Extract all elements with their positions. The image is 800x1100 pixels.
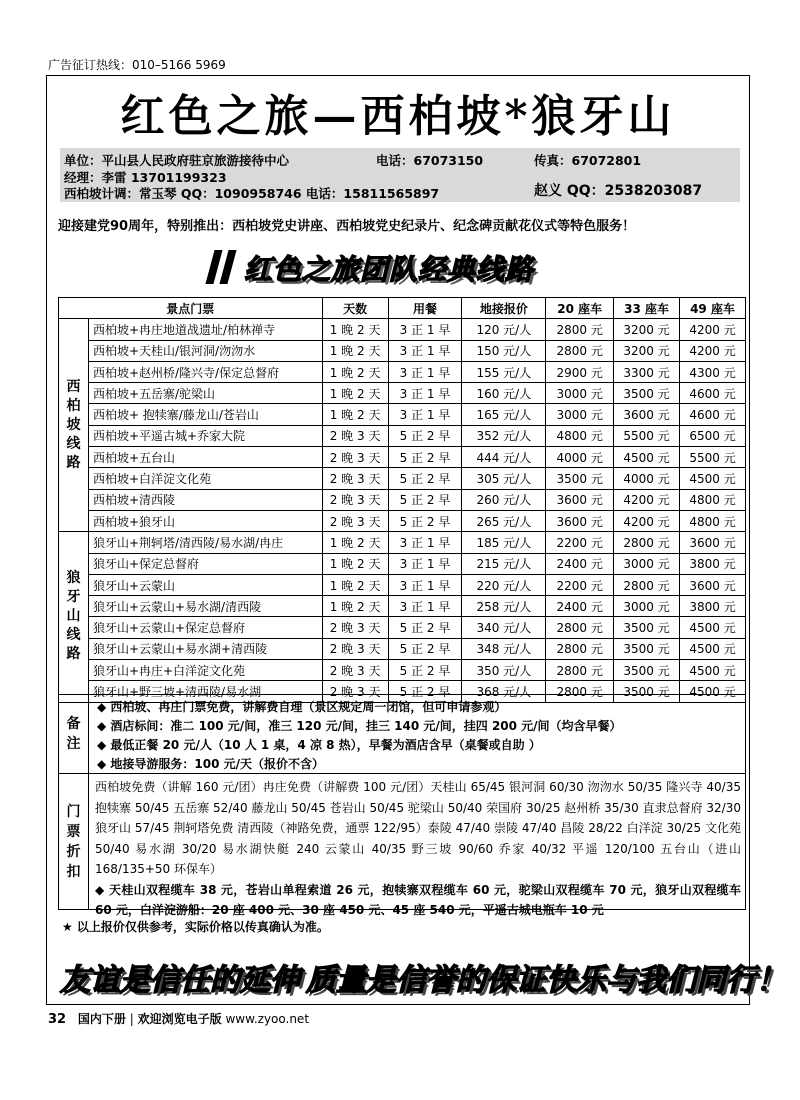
col-header: 地接报价 — [462, 298, 546, 319]
table-cell: 3600 元 — [680, 574, 746, 595]
table-cell: 2 晚 3 天 — [322, 425, 388, 446]
table-cell: 150 元/人 — [462, 340, 546, 361]
table-cell: 3000 元 — [546, 383, 614, 404]
table-cell: 348 元/人 — [462, 638, 546, 659]
table-cell: 5500 元 — [614, 425, 680, 446]
route-name-cell: 狼牙山+云蒙山+易水湖/清西陵 — [88, 596, 322, 617]
table-cell: 5 正 2 早 — [388, 660, 462, 681]
table-cell: 3200 元 — [614, 319, 680, 340]
contact-manager: 经理：李雷 13701199323 — [64, 170, 227, 185]
contact-phone: 电话：67073150 — [376, 153, 484, 168]
route-name-cell: 西柏坡+五台山 — [88, 447, 322, 468]
table-cell: 352 元/人 — [462, 425, 546, 446]
table-row — [59, 319, 746, 340]
note-item: ◆ 酒店标间：准二 100 元/间，准三 120 元/间，挂三 140 元/间，挂四 200 元/间（均含早餐） — [97, 719, 622, 733]
note-item: ◆ 西柏坡、冉庄门票免费，讲解费自理（景区规定周一闭馆，但可申请参观） — [97, 700, 507, 714]
table-cell: 3000 元 — [614, 596, 680, 617]
route-name-cell: 狼牙山+荆轲塔/清西陵/易水湖/冉庄 — [88, 532, 322, 553]
table-row — [59, 468, 746, 489]
table-cell: 2200 元 — [546, 574, 614, 595]
table-cell: 5 正 2 早 — [388, 617, 462, 638]
table-cell: 1 晚 2 天 — [322, 404, 388, 425]
table-cell: 2 晚 3 天 — [322, 468, 388, 489]
table-cell: 4800 元 — [680, 510, 746, 531]
route-name-cell: 西柏坡+赵州桥/隆兴寺/保定总督府 — [88, 361, 322, 382]
col-header: 天数 — [322, 298, 388, 319]
table-cell: 2800 元 — [546, 617, 614, 638]
contact-planner: 西柏坡计调：常玉琴 QQ：1090958746 电话：15811565897 — [64, 186, 440, 201]
table-cell: 2 晚 3 天 — [322, 638, 388, 659]
col-header: 景点门票 — [59, 298, 323, 319]
cable-prices: ◆ 天桂山双程缆车 38 元，苍岩山单程索道 26 元，抱犊寨双程缆车 60 元，驼梁山双程缆车 70 元，狼牙山双程缆车 60 元，白洋淀游船：20 座 400 元、30 座 450 元、45 座 540 元，平遥古城电瓶车 10 元 — [95, 882, 741, 917]
table-cell: 165 元/人 — [462, 404, 546, 425]
table-cell: 2400 元 — [546, 596, 614, 617]
footer-site-link[interactable]: www.zyoo.net — [225, 1012, 310, 1026]
route-name-cell: 狼牙山+云蒙山 — [88, 574, 322, 595]
table-cell: 1 晚 2 天 — [322, 574, 388, 595]
table-cell: 3 正 1 早 — [388, 361, 462, 382]
note-item: ◆ 最低正餐 20 元/人（10 人 1 桌，4 凉 8 热），早餐为酒店含早（桌餐或自助 ） — [97, 738, 541, 752]
notes-label-text: 备注 — [66, 716, 81, 752]
table-cell: 368 元/人 — [462, 681, 546, 702]
route-name-cell: 西柏坡+平遥古城+乔家大院 — [88, 425, 322, 446]
table-cell: 2 晚 3 天 — [322, 510, 388, 531]
route-name-cell: 西柏坡+天桂山/银河洞/沕沕水 — [88, 340, 322, 361]
table-cell: 2800 元 — [546, 660, 614, 681]
table-cell: 2800 元 — [546, 681, 614, 702]
promo-line: 迎接建党90周年，特别推出：西柏坡党史讲座、西柏坡党史纪录片、纪念碑贡献花仪式等特色服务！ — [58, 219, 636, 234]
table-row — [59, 447, 746, 468]
slogan-1: 友谊是信任的延伸 — [60, 963, 300, 998]
ticket-discount-section — [58, 774, 746, 917]
table-cell: 1 晚 2 天 — [322, 340, 388, 361]
table-row — [59, 340, 746, 361]
footer-section: 国内下册 — [77, 1012, 126, 1026]
col-header: 用餐 — [388, 298, 462, 319]
route-name-cell: 西柏坡+ 抱犊寨/藤龙山/苍岩山 — [88, 404, 322, 425]
table-cell: 4500 元 — [614, 447, 680, 468]
table-cell: 185 元/人 — [462, 532, 546, 553]
table-cell: 3600 元 — [614, 404, 680, 425]
table-cell: 4600 元 — [680, 404, 746, 425]
table-cell: 160 元/人 — [462, 383, 546, 404]
table-row — [59, 425, 746, 446]
table-cell: 4500 元 — [680, 468, 746, 489]
table-cell: 2800 元 — [546, 340, 614, 361]
table-row — [59, 383, 746, 404]
contact-unit: 单位：平山县人民政府驻京旅游接待中心 — [64, 153, 290, 168]
table-row — [59, 553, 746, 574]
table-cell: 1 晚 2 天 — [322, 361, 388, 382]
table-row — [59, 617, 746, 638]
table-cell: 1 晚 2 天 — [322, 319, 388, 340]
table-cell: 4200 元 — [680, 340, 746, 361]
slogan-2: 质量是信誉的保证 — [306, 963, 546, 998]
table-cell: 444 元/人 — [462, 447, 546, 468]
table-cell: 3600 元 — [546, 489, 614, 510]
page-title: 红色之旅—西柏坡*狼牙山 — [120, 91, 676, 142]
table-cell: 4600 元 — [680, 383, 746, 404]
contact-zhaoyi: 赵义 QQ：2538203087 — [534, 183, 703, 199]
contact-box — [60, 148, 740, 202]
banner-text: 红色之旅团队经典线路 — [244, 253, 535, 286]
table-cell: 5500 元 — [680, 447, 746, 468]
table-cell: 3500 元 — [614, 638, 680, 659]
table-cell: 5 正 2 早 — [388, 510, 462, 531]
table-cell: 2800 元 — [614, 574, 680, 595]
table-cell: 3500 元 — [614, 660, 680, 681]
table-row — [59, 510, 746, 531]
table-row — [59, 596, 746, 617]
table-cell: 350 元/人 — [462, 660, 546, 681]
route-name-cell: 狼牙山+保定总督府 — [88, 553, 322, 574]
table-row — [59, 404, 746, 425]
page-footer — [48, 1010, 309, 1027]
table-cell: 2800 元 — [546, 638, 614, 659]
table-cell: 1 晚 2 天 — [322, 383, 388, 404]
table-cell: 3800 元 — [680, 596, 746, 617]
footer-welcome: 欢迎浏览电子版 — [137, 1012, 222, 1026]
table-cell: 3 正 1 早 — [388, 340, 462, 361]
slogan-3: 快乐与我们同行！ — [546, 963, 786, 998]
table-cell: 3 正 1 早 — [388, 574, 462, 595]
table-cell: 3 正 1 早 — [388, 553, 462, 574]
table-cell: 5 正 2 早 — [388, 425, 462, 446]
price-footnote: ★ 以上报价仅供参考，实际价格以传真确认为准。 — [62, 920, 329, 934]
table-row — [59, 660, 746, 681]
table-cell: 2 晚 3 天 — [322, 617, 388, 638]
tickets-label-text: 门票折扣 — [66, 803, 81, 880]
table-cell: 2900 元 — [546, 361, 614, 382]
table-cell: 2 晚 3 天 — [322, 489, 388, 510]
route-name-cell: 狼牙山+冉庄+白洋淀文化苑 — [88, 660, 322, 681]
table-cell: 258 元/人 — [462, 596, 546, 617]
table-cell: 2 晚 3 天 — [322, 660, 388, 681]
table-cell: 5 正 2 早 — [388, 489, 462, 510]
table-cell: 3600 元 — [680, 532, 746, 553]
routes-table — [58, 297, 746, 703]
col-header: 49 座车 — [680, 298, 746, 319]
table-cell: 2 晚 3 天 — [322, 447, 388, 468]
notes-section — [58, 694, 746, 774]
table-cell: 1 晚 2 天 — [322, 553, 388, 574]
route-name-cell: 西柏坡+冉庄地道战遗址/柏林禅寺 — [88, 319, 322, 340]
note-item: ◆ 地接导游服务：100 元/天（报价不含） — [97, 757, 325, 771]
table-cell: 4500 元 — [680, 617, 746, 638]
ticket-prices: 西柏坡免费（讲解 160 元/团）冉庄免费（讲解费 100 元/团）天桂山 65/45 银河洞 60/30 沕沕水 50/35 隆兴寺 40/35 抱犊寨 50/45 五岳寨 52/40 藤龙山 50/45 苍岩山 50/45 驼梁山 50/40 荣国府 30/25 赵州桥 35/30 直隶总督府 32/30 狼牙山 57/45 荆轲塔免费 清西陵（神路免费，通票 122/95）泰陵 47/40 崇陵 47/40 昌陵 28/22 白洋淀 30/25 文化苑 50/40 易水湖 30/20 易水湖快艇 240 云蒙山 40/35 野三坡 90/60 乔家 40/32 平遥 120/100 五台山（进山 168/135+50 环保车） — [95, 780, 741, 876]
route-name-cell: 狼牙山+云蒙山+易水湖+清西陵 — [88, 638, 322, 659]
table-cell: 3 正 1 早 — [388, 319, 462, 340]
table-cell: 4200 元 — [614, 510, 680, 531]
table-cell: 5 正 2 早 — [388, 468, 462, 489]
slogan-strip — [58, 955, 786, 1000]
table-cell: 4500 元 — [680, 660, 746, 681]
col-header: 33 座车 — [614, 298, 680, 319]
route-name-cell: 西柏坡+狼牙山 — [88, 510, 322, 531]
route-name-cell: 西柏坡+清西陵 — [88, 489, 322, 510]
table-cell: 155 元/人 — [462, 361, 546, 382]
table-header-row — [59, 298, 746, 319]
table-row — [59, 532, 746, 553]
table-cell: 3500 元 — [614, 383, 680, 404]
route-name-cell: 西柏坡+白洋淀文化苑 — [88, 468, 322, 489]
table-cell: 3300 元 — [614, 361, 680, 382]
routes-banner — [210, 248, 590, 286]
route-name-cell: 狼牙山+云蒙山+保定总督府 — [88, 617, 322, 638]
table-cell: 3 正 1 早 — [388, 404, 462, 425]
table-cell: 4500 元 — [680, 681, 746, 702]
tickets-label — [59, 774, 89, 909]
table-cell: 3500 元 — [614, 681, 680, 702]
table-cell: 2 晚 3 天 — [322, 681, 388, 702]
table-cell: 6500 元 — [680, 425, 746, 446]
table-cell: 3500 元 — [546, 468, 614, 489]
table-cell: 2200 元 — [546, 532, 614, 553]
table-cell: 260 元/人 — [462, 489, 546, 510]
table-cell: 3800 元 — [680, 553, 746, 574]
table-cell: 3 正 1 早 — [388, 596, 462, 617]
table-cell: 305 元/人 — [462, 468, 546, 489]
table-cell: 4500 元 — [680, 638, 746, 659]
table-cell: 4200 元 — [680, 319, 746, 340]
page-number: 32 — [48, 1012, 67, 1027]
table-cell: 3000 元 — [614, 553, 680, 574]
table-cell: 3500 元 — [614, 617, 680, 638]
table-cell: 340 元/人 — [462, 617, 546, 638]
route-group-label: 西柏坡线路 — [59, 319, 89, 532]
table-row — [59, 361, 746, 382]
table-cell: 1 晚 2 天 — [322, 596, 388, 617]
ad-hotline: 广告征订热线：010–5166 5969 — [48, 58, 226, 72]
table-row — [59, 574, 746, 595]
ticket-discount-body — [95, 777, 741, 921]
table-cell: 4800 元 — [546, 425, 614, 446]
col-header: 20 座车 — [546, 298, 614, 319]
table-cell: 3600 元 — [546, 510, 614, 531]
table-cell: 2400 元 — [546, 553, 614, 574]
table-cell: 4200 元 — [614, 489, 680, 510]
table-cell: 2800 元 — [546, 319, 614, 340]
table-cell: 5 正 2 早 — [388, 447, 462, 468]
table-cell: 4800 元 — [680, 489, 746, 510]
banner-stripe — [219, 250, 236, 284]
table-cell: 265 元/人 — [462, 510, 546, 531]
route-group-label: 狼牙山线路 — [59, 532, 89, 702]
table-cell: 120 元/人 — [462, 319, 546, 340]
table-cell: 5 正 2 早 — [388, 638, 462, 659]
table-cell: 4300 元 — [680, 361, 746, 382]
table-cell: 3 正 1 早 — [388, 383, 462, 404]
route-name-cell: 狼牙山+野三坡+清西陵/易水湖 — [88, 681, 322, 702]
table-cell: 4000 元 — [614, 468, 680, 489]
table-cell: 2800 元 — [614, 532, 680, 553]
notes-label — [59, 695, 89, 773]
table-cell: 3200 元 — [614, 340, 680, 361]
table-cell: 215 元/人 — [462, 553, 546, 574]
table-cell: 5 正 2 早 — [388, 681, 462, 702]
table-cell: 1 晚 2 天 — [322, 532, 388, 553]
footer-separator: | — [129, 1012, 134, 1026]
route-name-cell: 西柏坡+五岳寨/驼梁山 — [88, 383, 322, 404]
contact-fax: 传真：67072801 — [534, 153, 642, 168]
table-row — [59, 489, 746, 510]
table-cell: 3000 元 — [546, 404, 614, 425]
table-row — [59, 638, 746, 659]
table-cell: 4000 元 — [546, 447, 614, 468]
table-cell: 220 元/人 — [462, 574, 546, 595]
table-cell: 3 正 1 早 — [388, 532, 462, 553]
